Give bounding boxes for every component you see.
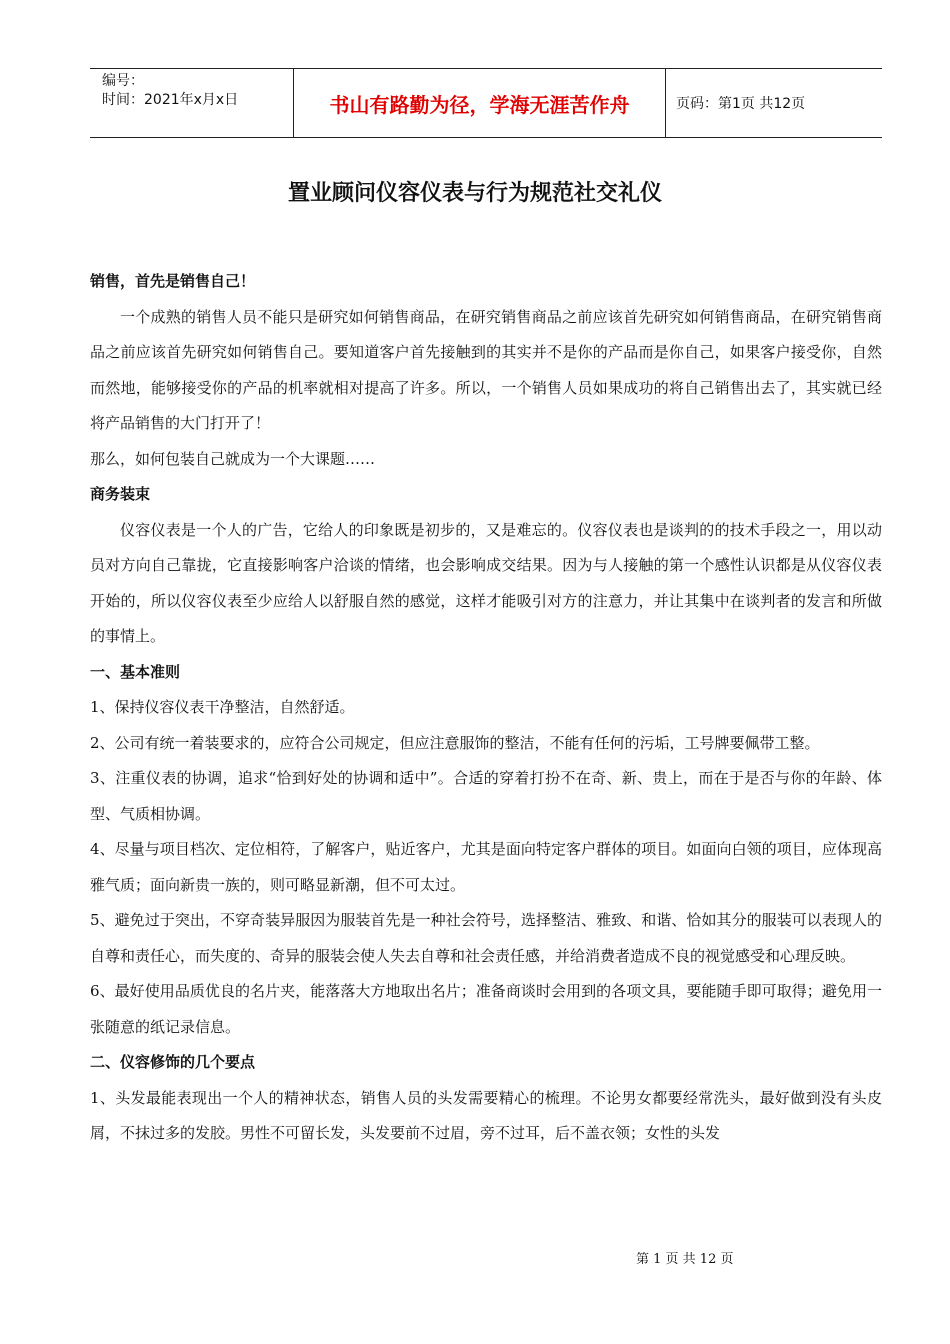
header-table [90, 68, 882, 138]
list-item: 4、尽量与项目档次、定位相符，了解客户，贴近客户，尤其是面向特定客户群体的项目。如面向白领的项目，应体现高雅气质；面向新贵一族的，则可略显新潮，但不可太过。 [90, 840, 882, 894]
document-body [90, 264, 882, 1152]
section-heading: 一、基本准则 [90, 662, 181, 681]
document-title: 置业顾问仪容仪表与行为规范社交礼仪 [287, 180, 662, 206]
header-page-info: 页码：第1页 共12页 [676, 96, 806, 112]
list-item: 6、最好使用品质优良的名片夹，能落落大方地取出名片；准备商谈时会用到的各项文具，要能随手即可取得；避免用一张随意的纸记录信息。 [90, 982, 882, 1036]
time-label: 时间：2021年x月x日 [102, 92, 239, 108]
list-item: 3、注重仪表的协调，追求“恰到好处的协调和适中”。合适的穿着打扮不在奇、新、贵上，而在于是否与你的年龄、体型、气质相协调。 [90, 769, 882, 823]
list-item: 5、避免过于突出，不穿奇装异服因为服装首先是一种社会符号，选择整洁、雅致、和谐、恰如其分的服装可以表现人的自尊和责任心，而失度的、奇异的服装会使人失去自尊和社会责任感，并给消费者造成不良的视觉感受和心理反映。 [90, 911, 882, 965]
paragraph: 仪容仪表是一个人的广告，它给人的印象既是初步的，又是难忘的。仪容仪表也是谈判的的技术手段之一，用以动员对方向自己靠拢，它直接影响客户洽谈的情绪，也会影响成交结果。因为与人接触的第一个感性认识都是从仪容仪表开始的，所以仪容仪表至少应给人以舒服自然的感觉，这样才能吸引对方的注意力，并让其集中在谈判者的发言和所做的事情上。 [90, 520, 882, 645]
header-left-cell [90, 69, 293, 137]
serial-number-label: 编号： [102, 73, 144, 89]
section-heading: 销售，首先是销售自己！ [90, 272, 256, 290]
page-footer: 第 1 页 共 12 页 [636, 1252, 734, 1267]
header-motto: 书山有路勤为径，学海无涯苦作舟 [293, 69, 666, 137]
list-item: 1、保持仪容仪表干净整洁，自然舒适。 [90, 698, 355, 716]
paragraph: 那么，如何包装自己就成为一个大课题…… [90, 449, 376, 468]
paragraph: 一个成熟的销售人员不能只是研究如何销售商品，在研究销售商品之前应该首先研究如何销售商品，在研究销售商品之前应该首先研究如何销售自己。要知道客户首先接触到的其实并不是你的产品而是你自己，如果客户接受你，自然而然地，能够接受你的产品的机率就相对提高了许多。所以，一个销售人员如果成功的将自己销售出去了，其实就已经将产品销售的大门打开了！ [90, 307, 882, 432]
list-item: 2、公司有统一着装要求的，应符合公司规定，但应注意服饰的整洁，不能有任何的污垢，工号牌要佩带工整。 [90, 733, 820, 752]
paragraph: 1、头发最能表现出一个人的精神状态，销售人员的头发需要精心的梳理。不论男女都要经常洗头，最好做到没有头皮屑，不抹过多的发胶。男性不可留长发，头发要前不过眉，旁不过耳，后不盖衣领；女性的头发 [90, 1088, 882, 1142]
section-heading: 二、仪容修饰的几个要点 [90, 1053, 256, 1071]
section-heading: 商务装束 [90, 485, 151, 503]
